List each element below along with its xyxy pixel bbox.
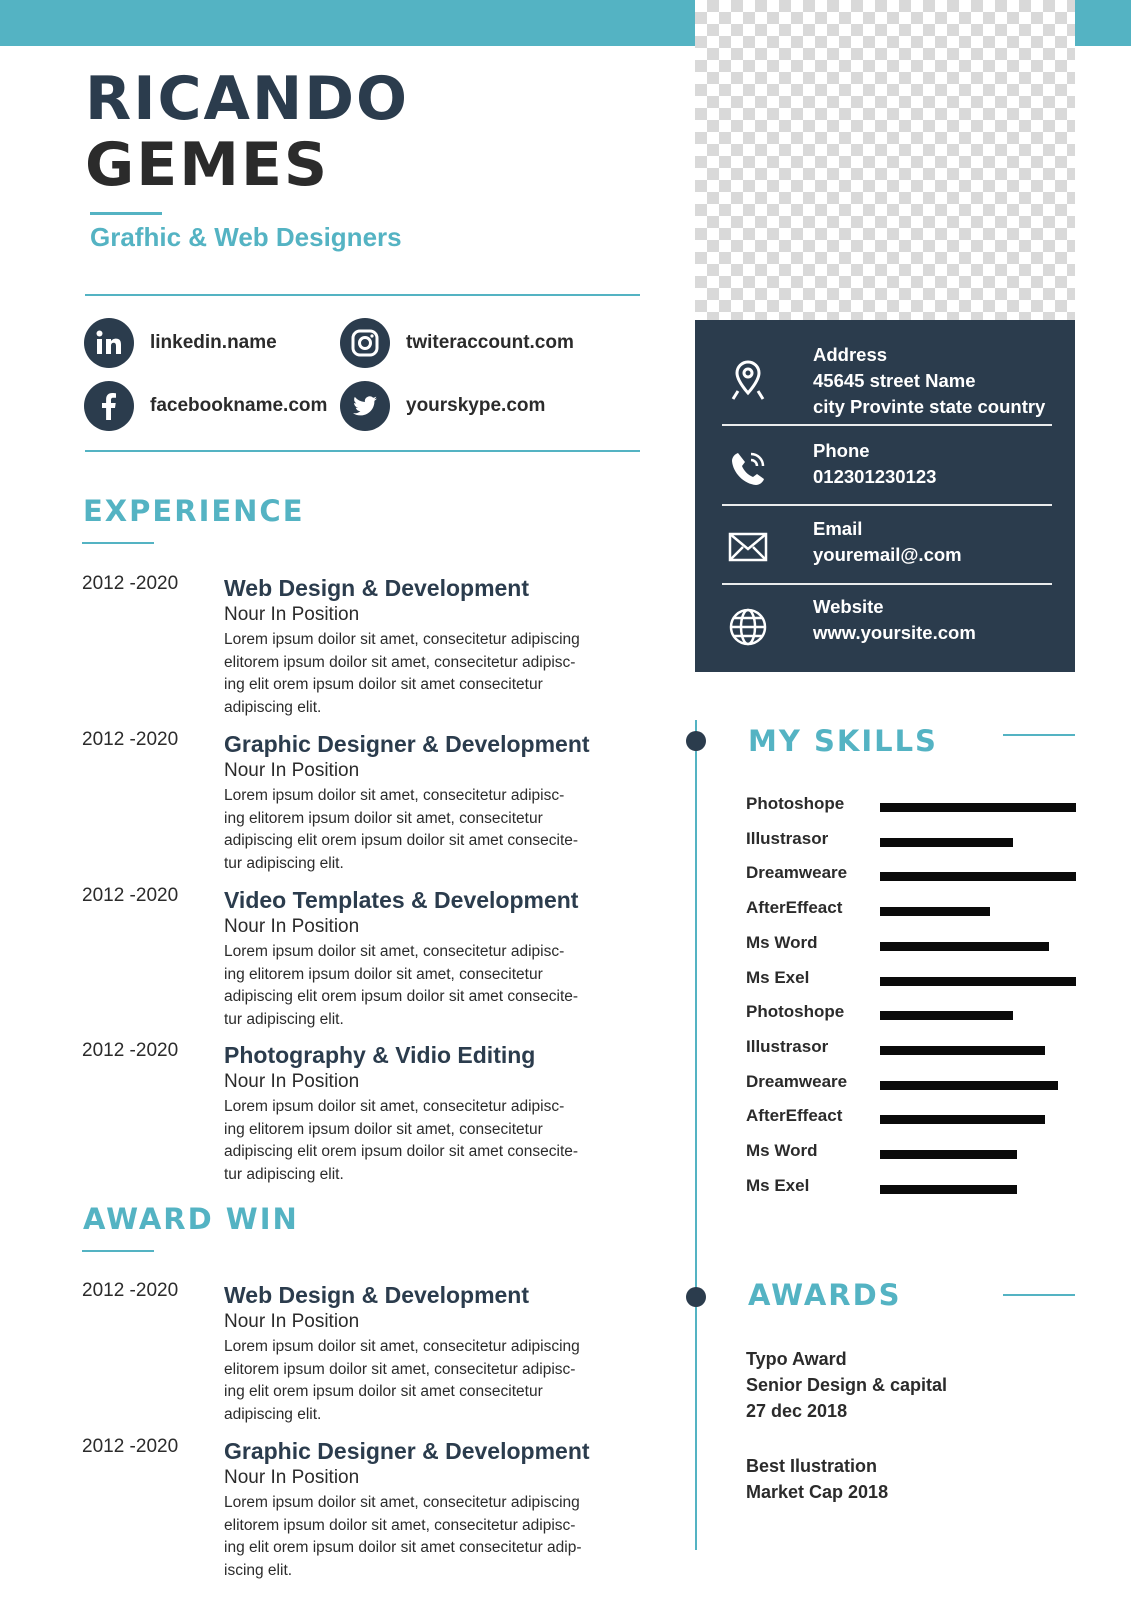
awards-heading: AWARDS — [748, 1278, 902, 1312]
profile-photo-placeholder — [695, 0, 1075, 320]
skill-name: Dreamweare — [746, 1071, 848, 1091]
skill-name: Illustrasor — [746, 1036, 829, 1056]
skill-row — [746, 1139, 1076, 1169]
award-win-heading: AWARD WIN — [83, 1202, 299, 1236]
skill-row — [746, 931, 1076, 961]
skill-bar — [880, 1115, 1045, 1124]
award-detail: Senior Design & capital — [746, 1375, 948, 1395]
contact-label: Phone — [813, 440, 870, 461]
skill-row — [746, 861, 1076, 891]
entry-title: Photography & Vidio Editing — [224, 1042, 536, 1068]
entry-position: Nour In Position — [224, 1311, 360, 1332]
entry-title: Graphic Designer & Development — [224, 1438, 590, 1464]
skill-name: Photoshope — [746, 794, 845, 813]
entry-title: Graphic Designer & Development — [224, 731, 590, 757]
entry-description: Lorem ipsum doilor sit amet, consecitetur adipiscing elitorem ipsum doilor sit amet, consecitetur adipisc- ing elit orem ipsum doilor sit amet consecitetur adipiscing elit. — [224, 631, 580, 716]
timeline-line — [695, 720, 697, 1550]
skill-name: Photoshope — [746, 1002, 845, 1022]
divider — [85, 294, 640, 296]
timeline-dot — [686, 731, 706, 751]
top-accent-bar — [0, 0, 695, 46]
instagram-icon — [340, 318, 390, 368]
entry-years: 2012 -2020 — [82, 573, 179, 594]
skill-bar — [880, 1011, 1013, 1020]
linkedin-icon — [84, 318, 134, 368]
contact-divider — [722, 504, 1052, 506]
contact-value: city Provinte state country — [813, 396, 1046, 417]
contact-panel — [695, 320, 1075, 672]
skill-bar — [880, 1185, 1017, 1194]
skill-name: Ms Exel — [746, 1175, 810, 1195]
award-date: 27 dec 2018 — [746, 1401, 848, 1421]
phone-icon — [725, 446, 771, 492]
entry-years: 2012 -2020 — [82, 1040, 179, 1061]
skill-bar — [880, 838, 1013, 847]
skill-row — [746, 896, 1076, 926]
entry-title: Web Design & Development — [224, 575, 530, 601]
social-linkedin[interactable] — [84, 318, 277, 368]
contact-value: 012301230123 — [813, 466, 937, 487]
skill-name: Ms Word — [746, 932, 818, 952]
skill-name: Illustrasor — [746, 828, 829, 848]
entry-years: 2012 -2020 — [82, 1436, 179, 1457]
skill-bar — [880, 872, 1076, 881]
entry-years: 2012 -2020 — [82, 1280, 179, 1301]
entry-description: Lorem ipsum doilor sit amet, consecitetur adipisc- ing elitorem ipsum doilor sit amet, consecitetur adipiscing elit orem ipsum doilor sit amet consecite- tur adipiscing elit. — [224, 943, 579, 1028]
first-name: RICANDO — [85, 64, 410, 134]
skill-bar — [880, 1150, 1017, 1159]
globe-icon — [725, 604, 771, 650]
skill-row — [746, 966, 1076, 996]
experience-rule — [82, 542, 154, 544]
skills-heading: MY SKILLS — [748, 724, 938, 758]
award-name: Typo Award — [746, 1349, 847, 1369]
title-rule — [90, 212, 162, 215]
entry-years: 2012 -2020 — [82, 729, 179, 750]
experience-heading: EXPERIENCE — [83, 494, 305, 528]
skills-rule — [1003, 734, 1075, 736]
entry-title: Video Templates & Development — [224, 887, 579, 913]
location-pin-icon — [725, 358, 771, 404]
skill-row — [746, 1174, 1076, 1204]
skill-bar — [880, 977, 1076, 986]
social-instagram[interactable] — [340, 318, 574, 368]
facebook-icon — [84, 381, 134, 431]
resume-name — [85, 66, 409, 198]
entry-position: Nour In Position — [224, 604, 360, 625]
instagram-text: twiteraccount.com — [406, 332, 574, 353]
contact-value: 45645 street Name — [813, 370, 976, 391]
twitter-icon — [340, 381, 390, 431]
social-facebook[interactable] — [84, 381, 327, 431]
contact-label: Email — [813, 518, 863, 539]
contact-label: Website — [813, 596, 884, 617]
contact-divider — [722, 583, 1052, 585]
contact-divider — [722, 424, 1052, 426]
entry-title: Web Design & Development — [224, 1282, 530, 1308]
entry-position: Nour In Position — [224, 1467, 360, 1488]
skill-name: AfterEffeact — [746, 1106, 843, 1126]
awards-rule — [1003, 1294, 1075, 1296]
entry-description: Lorem ipsum doilor sit amet, consecitetur adipisc- ing elitorem ipsum doilor sit amet, consecitetur adipiscing elit orem ipsum doilor sit amet consecite- tur adipiscing elit. — [224, 787, 579, 872]
entry-position: Nour In Position — [224, 916, 360, 937]
award-item — [746, 1453, 888, 1505]
skill-row — [746, 1104, 1076, 1134]
entry-position: Nour In Position — [224, 760, 360, 781]
entry-description: Lorem ipsum doilor sit amet, consecitetur adipisc- ing elitorem ipsum doilor sit amet, consecitetur adipiscing elit orem ipsum doilor sit amet consecite- tur adipiscing elit. — [224, 1098, 579, 1183]
skill-bar — [880, 803, 1076, 812]
skill-row — [746, 1035, 1076, 1065]
job-title: Grafhic & Web Designers — [90, 222, 402, 252]
timeline-dot — [686, 1287, 706, 1307]
linkedin-text: linkedin.name — [150, 332, 277, 353]
skill-row — [746, 1000, 1076, 1030]
entry-years: 2012 -2020 — [82, 885, 179, 906]
entry-description: Lorem ipsum doilor sit amet, consecitetur adipiscing elitorem ipsum doilor sit amet, consecitetur adipisc- ing elit orem ipsum doilor sit amet consecitetur adip- iscing elit. — [224, 1494, 582, 1579]
contact-label: Address — [813, 344, 888, 365]
award-name: Best Ilustration — [746, 1456, 878, 1476]
email-icon — [725, 524, 771, 570]
skill-bar — [880, 907, 990, 916]
award-win-rule — [82, 1250, 154, 1252]
contact-value: youremail@.com — [813, 544, 962, 565]
social-twitter[interactable] — [340, 381, 545, 431]
skill-name: Ms Word — [746, 1141, 818, 1160]
entry-description: Lorem ipsum doilor sit amet, consecitetur adipiscing elitorem ipsum doilor sit amet, consecitetur adipisc- ing elit orem ipsum doilor sit amet consecitetur adipiscing elit. — [224, 1338, 580, 1423]
skill-name: Ms Exel — [746, 967, 810, 987]
skill-row — [746, 1070, 1076, 1100]
skill-bar — [880, 1046, 1045, 1055]
last-name: GEMES — [85, 130, 330, 200]
divider — [85, 450, 640, 452]
contact-value: www.yoursite.com — [813, 622, 976, 643]
twitter-text: yourskype.com — [406, 395, 546, 416]
top-accent-bar-right — [1075, 0, 1131, 46]
award-detail: Market Cap 2018 — [746, 1482, 889, 1502]
skill-name: Dreamweare — [746, 863, 848, 883]
skill-name: AfterEffeact — [746, 898, 843, 918]
award-item — [746, 1346, 947, 1424]
facebook-text: facebookname.com — [150, 395, 328, 416]
skill-row — [746, 792, 1076, 822]
skill-bar — [880, 942, 1049, 951]
skill-row — [746, 827, 1076, 857]
entry-position: Nour In Position — [224, 1071, 360, 1092]
skill-bar — [880, 1081, 1058, 1090]
